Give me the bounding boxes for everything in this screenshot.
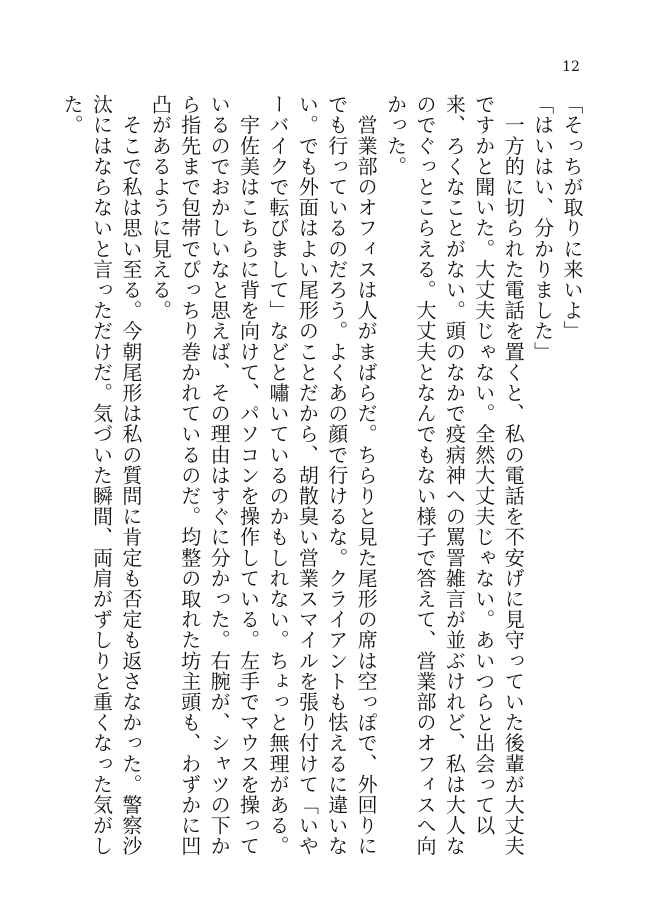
paragraph-dialogue-1: 「そっちが取りに来いよ」	[560, 94, 584, 342]
vertical-body-text	[60, 94, 586, 864]
paragraph-narration-2: 営業部のオフィスは人がまばらだ。ちらりと見た尾形の席は空っぽで、外回りにでも行っているのだろう。よくあの顔で行けるな。クライアントも怯えるに違いない。でも外面はよい尾形のことだから、胡散臭い営業スマイルを張り付けて「いやーバイクで転びまして」などと嘯いているのかもしれない。ちょっと無理がある。	[265, 94, 379, 857]
paragraph-narration-1: 一方的に切られた電話を置くと、私の電話を不安げに見守っていた後輩が大丈夫ですかと聞いた。大丈夫じゃない。全然大丈夫じゃない。あいつらと出会って以来、ろくなことがない。頭のなかで疫病神への罵詈雑言が並ぶけれど、私は大人なのでぐっとこらえる。大丈夫となんでもない様子で答えて、営業部のオフィスへ向かった。	[383, 94, 526, 857]
paragraph-narration-4: そこで私は思い至る。今朝尾形は私の質問に肯定も否定も返さなかった。警察沙汰にはならないと言っただけだ。気づいた瞬間、両肩がずしりと重くなった気がした。	[60, 94, 143, 857]
paragraph-narration-3: 宇佐美はこちらに背を向けて、パソコンを操作している。左手でマウスを操っているのでおかしいなと思えば、その理由はすぐに分かった。右腕が、シャツの下から指先まで包帯でぴっちり巻かれているのだ。均整の取れた坊主頭も、わずかに凹凸があるように見える。	[148, 94, 261, 857]
page-number: 12	[562, 59, 580, 75]
paragraph-dialogue-2: 「はいはい、分かりました」	[530, 94, 555, 362]
